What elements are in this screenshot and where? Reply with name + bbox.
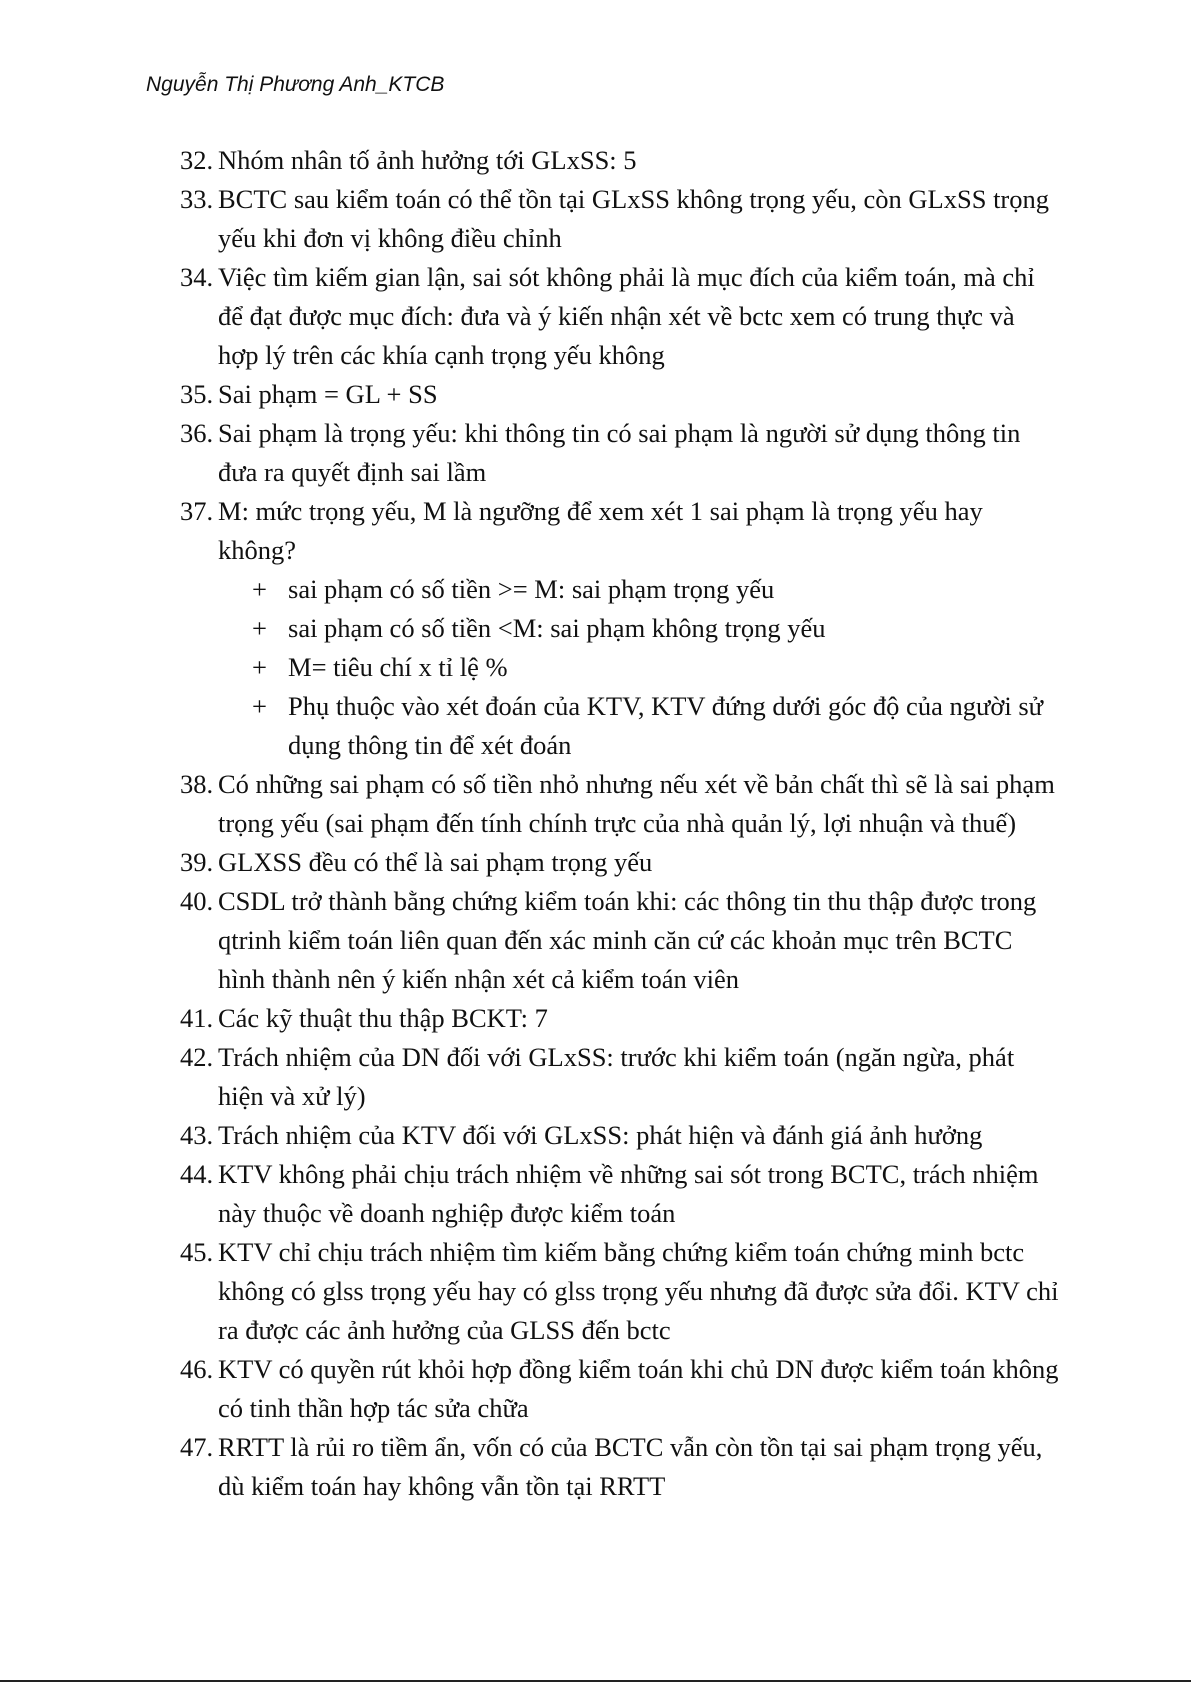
item-text: Các kỹ thuật thu thập BCKT: 7 [218,1003,548,1033]
plus-bullet-icon: + [252,574,267,604]
plus-bullet-icon: + [252,652,267,682]
item-number: 39. [180,847,214,877]
item-text: M: mức trọng yếu, M là ngưỡng để xem xét 1 sai phạm là trọng yếu hay không? [218,496,983,565]
list-item-38 [180,765,1060,843]
item-number: 36. [180,418,214,448]
item-number: 47. [180,1432,214,1462]
item-text: BCTC sau kiểm toán có thể tồn tại GLxSS không trọng yếu, còn GLxSS trọng yếu khi đơn vị không điều chỉnh [218,184,1050,253]
item-number: 37. [180,496,214,526]
item-number: 33. [180,184,214,214]
plus-bullet-icon: + [252,691,267,721]
item-number: 44. [180,1159,214,1189]
bullet-item [252,648,1060,687]
item-number: 42. [180,1042,214,1072]
item-text: CSDL trở thành bằng chứng kiểm toán khi: các thông tin thu thập được trong qtrinh kiểm toán liên quan đến xác minh căn cứ các khoản mục trên BCTC hình thành nên ý kiến nhận xét cả kiểm toán viên [218,886,1037,994]
item-text: KTV không phải chịu trách nhiệm về những sai sót trong BCTC, trách nhiệm này thuộc về doanh nghiệp được kiểm toán [218,1159,1039,1228]
list-item-34 [180,258,1060,375]
item-text: Sai phạm = GL + SS [218,379,438,409]
item-number: 41. [180,1003,214,1033]
item-text: KTV chỉ chịu trách nhiệm tìm kiếm bằng chứng kiểm toán chứng minh bctc không có glss trọng yếu hay có glss trọng yếu nhưng đã được sửa đổi. KTV chỉ ra được các ảnh hưởng của GLSS đến bctc [218,1237,1059,1345]
item-number: 46. [180,1354,214,1384]
item-text: Có những sai phạm có số tiền nhỏ nhưng nếu xét về bản chất thì sẽ là sai phạm trọng yếu (sai phạm đến tính chính trực của nhà quản lý, lợi nhuận và thuế) [218,769,1055,838]
item-number: 32. [180,145,214,175]
item-text: GLXSS đều có thể là sai phạm trọng yếu [218,847,653,877]
numbered-list [180,141,1060,1506]
bullet-text: sai phạm có số tiền <M: sai phạm không trọng yếu [288,613,826,643]
item-text: Trách nhiệm của KTV đối với GLxSS: phát hiện và đánh giá ảnh hưởng [218,1120,983,1150]
item-text: Trách nhiệm của DN đối với GLxSS: trước khi kiểm toán (ngăn ngừa, phát hiện và xử lý) [218,1042,1015,1111]
item-37-bullet-list [252,570,1060,765]
list-item-44 [180,1155,1060,1233]
list-item-33 [180,180,1060,258]
item-text: KTV có quyền rút khỏi hợp đồng kiểm toán khi chủ DN được kiểm toán không có tinh thần hợp tác sửa chữa [218,1354,1059,1423]
item-number: 45. [180,1237,214,1267]
page-bottom-divider [0,1680,1191,1682]
list-item-36 [180,414,1060,492]
list-item-47 [180,1428,1060,1506]
item-text: Sai phạm là trọng yếu: khi thông tin có sai phạm là người sử dụng thông tin đưa ra quyết định sai lầm [218,418,1021,487]
list-item-45 [180,1233,1060,1350]
bullet-item [252,609,1060,648]
item-number: 40. [180,886,214,916]
bullet-item [252,570,1060,609]
list-item-35 [180,375,1060,414]
item-number: 34. [180,262,214,292]
list-item-40 [180,882,1060,999]
list-item-42 [180,1038,1060,1116]
item-text: Nhóm nhân tố ảnh hưởng tới GLxSS: 5 [218,145,637,175]
page-header-author: Nguyễn Thị Phương Anh_KTCB [146,73,445,96]
list-item-46 [180,1350,1060,1428]
bullet-text: M= tiêu chí x tỉ lệ % [288,652,508,682]
bullet-text: sai phạm có số tiền >= M: sai phạm trọng yếu [288,574,775,604]
item-number: 43. [180,1120,214,1150]
bullet-item [252,687,1060,765]
item-text: RRTT là rủi ro tiềm ẩn, vốn có của BCTC vẫn còn tồn tại sai phạm trọng yếu, dù kiểm toán hay không vẫn tồn tại RRTT [218,1432,1043,1501]
list-item-32 [180,141,1060,180]
plus-bullet-icon: + [252,613,267,643]
list-item-39 [180,843,1060,882]
list-item-41 [180,999,1060,1038]
bullet-text: Phụ thuộc vào xét đoán của KTV, KTV đứng dưới góc độ của người sử dụng thông tin để xét đoán [288,691,1043,760]
item-text: Việc tìm kiếm gian lận, sai sót không phải là mục đích của kiểm toán, mà chỉ để đạt được mục đích: đưa và ý kiến nhận xét về bctc xem có trung thực và hợp lý trên các khía cạnh trọng yếu không [218,262,1035,370]
list-item-43 [180,1116,1060,1155]
item-number: 35. [180,379,214,409]
item-number: 38. [180,769,214,799]
list-item-37 [180,492,1060,570]
